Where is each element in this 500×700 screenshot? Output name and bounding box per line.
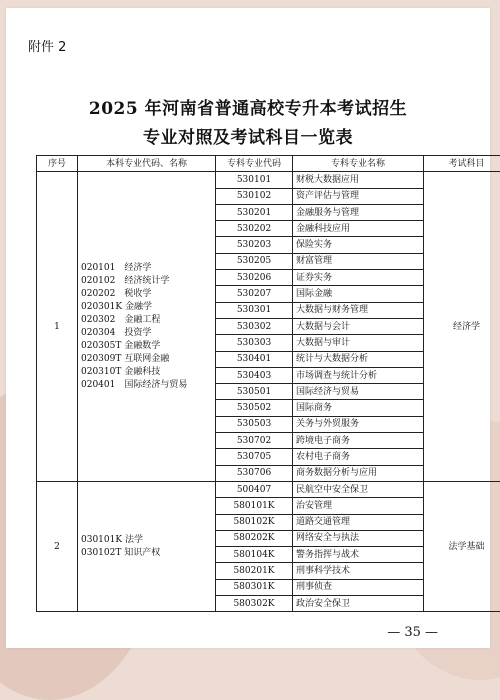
college-major-code: 530205 bbox=[216, 253, 293, 269]
college-major-code: 530302 bbox=[216, 318, 293, 334]
college-major-code: 530102 bbox=[216, 188, 293, 204]
college-major-code: 580301K bbox=[216, 579, 293, 595]
college-major-code: 530206 bbox=[216, 270, 293, 286]
row-number: 2 bbox=[37, 481, 78, 611]
college-major-name: 关务与外贸服务 bbox=[293, 416, 424, 432]
college-major-name: 大数据与会计 bbox=[293, 318, 424, 334]
college-major-code: 530501 bbox=[216, 384, 293, 400]
college-major-code: 530203 bbox=[216, 237, 293, 253]
bachelor-major-item: 020401 国际经济与贸易 bbox=[81, 379, 212, 392]
college-major-name: 政治安全保卫 bbox=[293, 596, 424, 612]
document-page bbox=[6, 8, 490, 648]
college-major-code: 530502 bbox=[216, 400, 293, 416]
title-line-1: 2025 年河南省普通高校专升本考试招生 bbox=[6, 94, 490, 119]
bachelor-major-item: 020301K 金融学 bbox=[81, 301, 212, 314]
table-row bbox=[37, 172, 500, 188]
college-major-name: 民航空中安全保卫 bbox=[293, 481, 424, 497]
bachelor-major-item: 020304 投资学 bbox=[81, 327, 212, 340]
college-major-name: 刑事侦查 bbox=[293, 579, 424, 595]
bachelor-major-item: 020101 经济学 bbox=[81, 262, 212, 275]
college-major-code: 580102K bbox=[216, 514, 293, 530]
college-major-name: 刑事科学技术 bbox=[293, 563, 424, 579]
college-major-name: 国际经济与贸易 bbox=[293, 384, 424, 400]
college-major-name: 金融科技应用 bbox=[293, 221, 424, 237]
college-major-code: 580202K bbox=[216, 530, 293, 546]
college-major-name: 治安管理 bbox=[293, 498, 424, 514]
college-major-name: 网络安全与执法 bbox=[293, 530, 424, 546]
college-major-name: 农村电子商务 bbox=[293, 449, 424, 465]
college-major-code: 580201K bbox=[216, 563, 293, 579]
header-name: 专科专业名称 bbox=[293, 156, 424, 172]
bachelor-major-item: 020309T 互联网金融 bbox=[81, 353, 212, 366]
header-code: 专科专业代码 bbox=[216, 156, 293, 172]
college-major-code: 530403 bbox=[216, 367, 293, 383]
header-subject: 考试科目 bbox=[424, 156, 500, 172]
college-major-code: 580101K bbox=[216, 498, 293, 514]
college-major-code: 530301 bbox=[216, 302, 293, 318]
exam-subject: 法学基础 bbox=[424, 481, 500, 611]
bachelor-major-item: 020305T 金融数学 bbox=[81, 340, 212, 353]
bachelor-major-item: 020310T 金融科技 bbox=[81, 366, 212, 379]
college-major-code: 500407 bbox=[216, 481, 293, 497]
college-major-code: 580104K bbox=[216, 547, 293, 563]
college-major-name: 财税大数据应用 bbox=[293, 172, 424, 188]
college-major-name: 道路交通管理 bbox=[293, 514, 424, 530]
college-major-code: 580302K bbox=[216, 596, 293, 612]
college-major-name: 国际金融 bbox=[293, 286, 424, 302]
header-major: 本科专业代码、名称 bbox=[78, 156, 216, 172]
attachment-label: 附件 2 bbox=[28, 36, 66, 55]
bachelor-major-item: 020202 税收学 bbox=[81, 288, 212, 301]
bachelor-major-item: 020302 金融工程 bbox=[81, 314, 212, 327]
college-major-name: 证券实务 bbox=[293, 270, 424, 286]
college-major-code: 530101 bbox=[216, 172, 293, 188]
college-major-name: 大数据与审计 bbox=[293, 335, 424, 351]
college-major-code: 530202 bbox=[216, 221, 293, 237]
bachelor-major-item: 030102T 知识产权 bbox=[81, 547, 212, 560]
college-major-name: 市场调查与统计分析 bbox=[293, 367, 424, 383]
title-line-2: 专业对照及考试科目一览表 bbox=[6, 123, 490, 148]
bachelor-major-item: 020102 经济统计学 bbox=[81, 275, 212, 288]
college-major-name: 统计与大数据分析 bbox=[293, 351, 424, 367]
college-major-code: 530201 bbox=[216, 204, 293, 220]
exam-subject: 经济学 bbox=[424, 172, 500, 482]
header-num: 序号 bbox=[37, 156, 78, 172]
college-major-code: 530702 bbox=[216, 433, 293, 449]
college-major-name: 财富管理 bbox=[293, 253, 424, 269]
page-number: — 35 — bbox=[387, 625, 438, 640]
college-major-name: 保险实务 bbox=[293, 237, 424, 253]
college-major-name: 大数据与财务管理 bbox=[293, 302, 424, 318]
table-row bbox=[37, 481, 500, 497]
table-body bbox=[37, 172, 500, 612]
college-major-code: 530207 bbox=[216, 286, 293, 302]
college-major-name: 商务数据分析与应用 bbox=[293, 465, 424, 481]
row-number: 1 bbox=[37, 172, 78, 482]
table-header-row bbox=[37, 156, 500, 172]
college-major-name: 警务指挥与战术 bbox=[293, 547, 424, 563]
college-major-name: 跨境电子商务 bbox=[293, 433, 424, 449]
bachelor-major-item: 030101K 法学 bbox=[81, 534, 212, 547]
college-major-name: 金融服务与管理 bbox=[293, 204, 424, 220]
bachelor-majors bbox=[78, 481, 216, 611]
college-major-code: 530503 bbox=[216, 416, 293, 432]
college-major-name: 资产评估与管理 bbox=[293, 188, 424, 204]
major-table bbox=[36, 155, 500, 612]
college-major-code: 530303 bbox=[216, 335, 293, 351]
college-major-name: 国际商务 bbox=[293, 400, 424, 416]
college-major-code: 530401 bbox=[216, 351, 293, 367]
bachelor-majors bbox=[78, 172, 216, 482]
college-major-code: 530705 bbox=[216, 449, 293, 465]
college-major-code: 530706 bbox=[216, 465, 293, 481]
